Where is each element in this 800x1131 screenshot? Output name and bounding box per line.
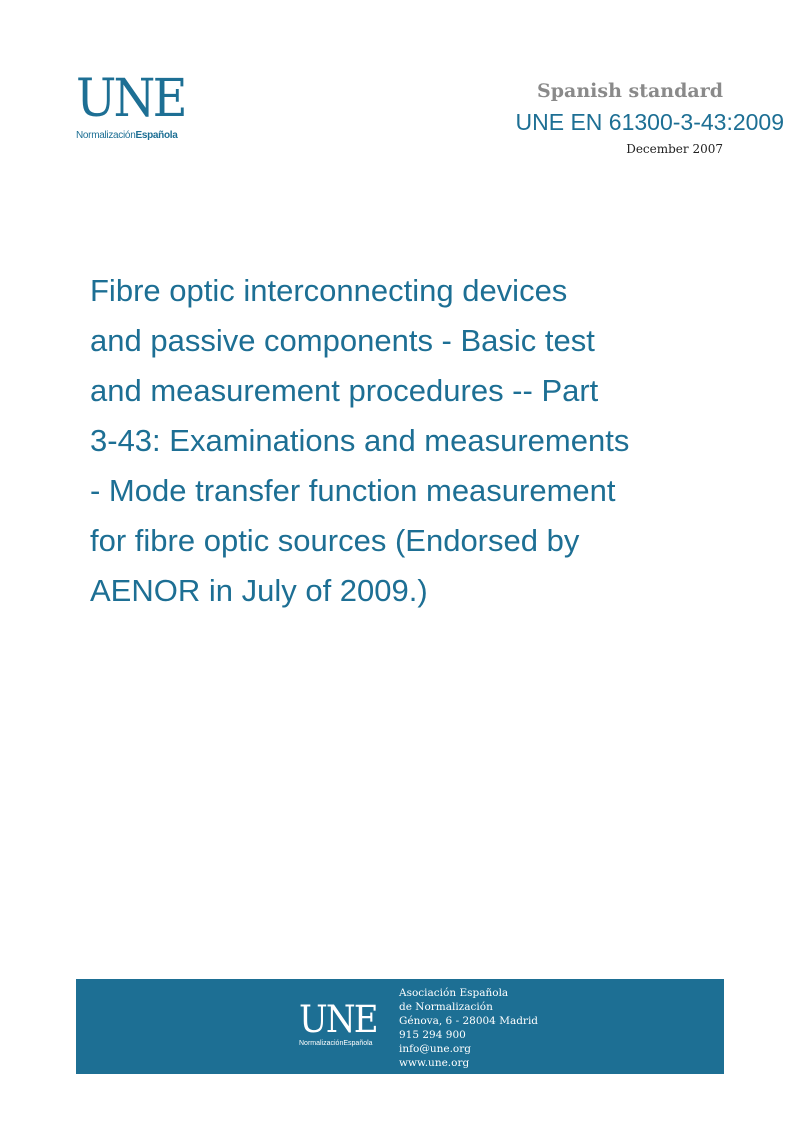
footer-band (76, 979, 724, 1074)
title-line: 3-43: Examinations and measurements (90, 423, 630, 458)
footer-contact (399, 986, 538, 1070)
logo-tagline (76, 130, 196, 141)
title-line: Fibre optic interconnecting devices (90, 273, 568, 308)
org-name-1: Asociación Española (399, 987, 509, 999)
org-name-2: de Normalización (399, 1001, 493, 1013)
document-date: December 2007 (626, 142, 723, 156)
footer-logo-mark: UNE (299, 998, 377, 1041)
logo-tagline-a: Normalización (76, 130, 136, 141)
title-line: AENOR in July of 2009.) (90, 573, 428, 608)
footer-logo-tagline-a: Normalización (299, 1040, 344, 1047)
logo-mark: UNE (76, 69, 185, 129)
org-email-link[interactable]: info@une.org (399, 1043, 471, 1055)
org-address: Génova, 6 - 28004 Madrid (399, 1015, 539, 1027)
document-code: UNE EN 61300-3-43:2009 (515, 109, 784, 135)
org-phone: 915 294 900 (399, 1029, 466, 1041)
logo-tagline-b: Española (135, 130, 178, 141)
title-line: and passive components - Basic test (90, 323, 595, 358)
title-line: and measurement procedures -- Part (90, 373, 599, 408)
une-logo (76, 69, 196, 146)
footer-logo-tagline (299, 1040, 384, 1047)
document-type: Spanish standard (537, 80, 723, 102)
title-line: for fibre optic sources (Endorsed by (90, 523, 580, 558)
document-header (384, 80, 784, 156)
org-website-link[interactable]: www.une.org (399, 1057, 470, 1069)
document-title (90, 266, 670, 616)
footer-logo (299, 998, 384, 1047)
footer-logo-tagline-b: Española (343, 1040, 373, 1047)
title-line: - Mode transfer function measurement (90, 473, 616, 508)
